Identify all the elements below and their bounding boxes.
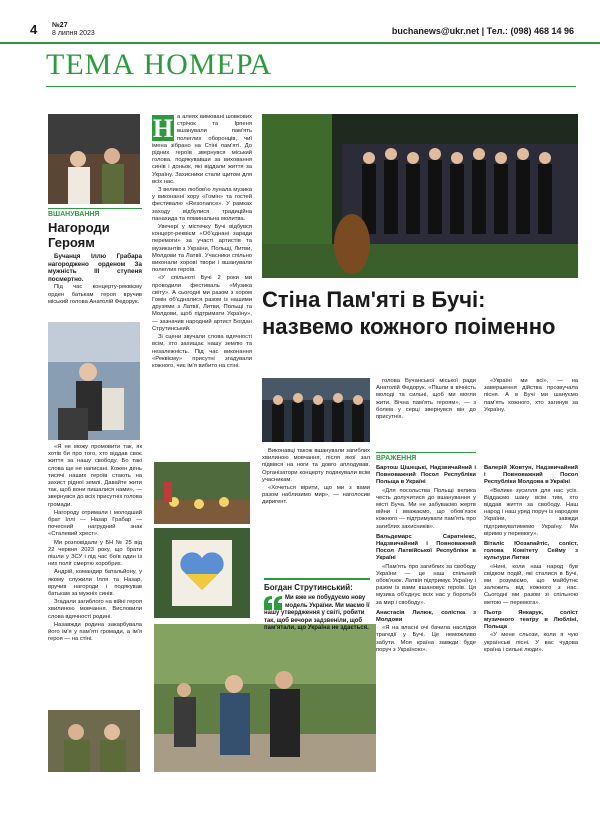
left-article-para-6: Згадали загиблого на війні героя хвилиною мовчання. Висловили слова вдячності родині. <box>48 599 142 620</box>
quote-2: «Пам'ять про загиблих за свободу України — це наш спільний обов'язок. Латвія підтримує Україну і разом із вами вшановує героїв. Ця музика об'єднує всіх нас у боротьбі за мир і свободу». <box>376 563 476 606</box>
issue-number: №27 <box>52 22 68 29</box>
mid-para-3: Увечері у містечку Бучі відбувся концерт-реквієм «Об'єднані заради перемоги» за участі артистів та музикантів з України, Польщі, Литви, Молдови та Латвії. Учасники спільно виконали хорові твори і вшанували полеглих героїв. <box>152 224 252 274</box>
left-article <box>48 208 142 307</box>
quote-mark-icon <box>264 596 282 610</box>
quote-1: «Для посольства Польщі велика честь долучитися до вшанування у місті Буча. Ми не забуваємо жертв війни і вважаємо, що обов'язок кожного — підтримувати пам'ять про загиблих захисників». <box>376 487 476 530</box>
photo-heart-drawing <box>154 528 250 618</box>
left-article-lead: Бучанця Іллю Грабара нагороджено орденом За мужність ІІІ ступеня посмертно. <box>48 253 142 283</box>
main-title: Стіна Пам'яті в Бучі: назвемо кожного поіменно <box>262 287 556 339</box>
section-title: ТЕМА НОМЕРА <box>46 48 273 81</box>
photo-soldier-award <box>48 710 140 772</box>
mid-para-1 <box>152 114 252 186</box>
quote-6: «У мене сльози, коли я чую українські пісні. У вас чудова країна і сильні люди». <box>484 632 578 653</box>
quote-text: Ми вже не побудуємо нову модель України. Ми маємо її нашу утвердження у світі, робити так, щоб вечори задзвеніли, щоб пам'ятали, що Україна не здається. <box>264 595 370 631</box>
speaker-5: Віталіс Юозапайтіс, соліст, голова Комітету Сейму з культури Литви <box>484 541 578 562</box>
photo-award-ceremony <box>48 114 140 204</box>
impressions-col-1 <box>376 452 476 655</box>
page-number: 4 <box>30 22 38 37</box>
mid3-para-1: голова Бучанської міської ради Анатолій Федорук. «Пішли в вічність молоді та сильні, щоб ми могли жити. Вічна пам'ять героям», — з болем у серці звернувся він до присутніх. <box>376 378 476 421</box>
speaker-1: Бартош Цішецькі, Надзвичайний і Повноважний Посол Республіки Польща в Україні <box>376 465 476 486</box>
speaker-6: Пьотр Янкарук, соліст музичного театру в Любліні, Польща <box>484 609 578 631</box>
left-heading-line-2: Героям <box>48 235 95 250</box>
left-article-para-3: Нагороду отримали і молодший брат Іллі — Назар Грабар — почесний нагрудний знак «Сталевий хрест». <box>48 509 142 538</box>
quote-box <box>264 578 370 633</box>
mid3b-column <box>484 378 578 415</box>
mid3-para-2: «Україні ми всі», — на завершення дійства прозвучала пісня. А в Бучі ми шануємо пам'ять кожного, хто загинув за Україну. <box>484 378 578 413</box>
photo-orchestra <box>262 378 370 442</box>
mid2-para-2: «Хочеться вірити, що ми з вами разом наблизимо мир», — наголосив диригент. <box>262 485 370 506</box>
issue-info <box>52 22 95 38</box>
speaker-2: Вальдемарс Саратніекс, Надзвичайний і Повноважний Посол Латвійської Республіки в Україні <box>376 533 476 562</box>
photo-officials-park <box>154 624 376 772</box>
left-article-para-1: Під час концерту-реквієму орден батькам героя вручив міський голова Анатолій Федорук. <box>48 284 142 305</box>
left-article-para-7: Назавжди родина закарбувала його ім'я у пам'яті громади, а ім'я героя — на стіні. <box>48 621 142 643</box>
left-article-para-5: Андрій, командир батальйону, у якому служили Ілля та Назар, вручив нагороди і подякував батькам за мужніх синів. <box>48 569 142 598</box>
left-article-kicker: ВШАНУВАННЯ <box>48 208 142 218</box>
quote-4: «Велике зусилля для нас усіх. Віддаємо шану всім тим, хто віддав життя за свободу. Наш народ і наш уряд поруч із народом України, завжди підтримуватимемо Україну. Ми віримо у перемогу». <box>484 487 578 537</box>
mid-para-4: «У спільноті Бучі 2 роки ми проводили фестиваль «Музика світу». А сьогодні ми разом з хором Гомін об'єдналися разом із нашими друзями з Латвії, Литви, Польщі та Молдови, щоб підтримати Україну», — зазначив народний артист Богдан Струтинський. <box>152 275 252 332</box>
mid-para-1-text: а алеях вимовані шовкових стрічок та Ірпеня вшанували пам'ять полеглих оборонців, чиї імена зібрано на Стіні пам'яті. До рідних героїв звернувся міський голова, подякувавши за виховання синів і доньок, які віддали життя за Україну. Захисники стали щитом для всіх нас. <box>152 114 252 185</box>
quote-speaker: Богдан Струтинський: <box>264 583 353 592</box>
mid-column <box>152 114 252 371</box>
issue-date: 8 липня 2023 <box>52 30 95 37</box>
mid3-column <box>376 378 476 422</box>
quote-3: «Я на власні очі бачила наслідки трагедії у Бучі. Це неможливо забути. Моя країна завжди буде поруч з Україною». <box>376 625 476 653</box>
page-header <box>0 0 600 44</box>
section-rule <box>46 86 576 87</box>
drop-cap: Н <box>152 114 174 143</box>
speaker-4: Валерій Жовтун, Надзвичайний і Повноважний Посол Республіки Молдова в Україні <box>484 465 578 486</box>
left-article-para-2: «Я не можу промовити так, як хотів би про того, хто віддав своє життя за нашу свободу. Бо такі слова ще не написані. Кожен день тисячі наших героїв стають на захист рідної землі. Давайте жити так, щоб вони пишалися нами», — звернувся до всіх присутніх голова громади. <box>48 444 142 508</box>
speaker-3: Анастасія Лилюк, солістка з Молдови <box>376 609 476 624</box>
photo-podium <box>48 322 140 440</box>
impressions-col-2 <box>484 462 578 655</box>
mid-para-5: Зі сцени звучали слова вдячності всім, хто захищає нашу землю та незалежність. Під час виконання «Реквієму» присутні згадували кожного, чиє ім'я вибито на стіні. <box>152 334 252 369</box>
mid2-para-1: Виконавці також вшанували загиблих хвилиною мовчання, після якої зал підвівся на ноги та довго аплодував. Організатори концерту подякували всім учасникам. <box>262 448 370 483</box>
left-article-para-4: Ми розповідали у БН № 25 від 22 червня 2023 року, що брати пішли у ЗСУ і під час боїв один із них поліг смертю хоробрих. <box>48 539 142 568</box>
impressions-kicker: ВРАЖЕННЯ <box>376 452 476 462</box>
left-article-heading <box>48 220 142 250</box>
photo-choir-stage <box>262 114 578 278</box>
contacts: buchanews@ukr.net | Тел.: (098) 468 14 96 <box>391 26 574 36</box>
left-article-cont <box>48 444 142 644</box>
mid2-column <box>262 448 370 508</box>
left-heading-line-1: Нагороди <box>48 220 110 235</box>
quote-5: «Нині, коли наш народ був свідком подій, які сталися в Бучі, ми розуміємо, що майбутнє залежить від кожного з нас. Сьогодні ми разом зі спільною метою — перемога». <box>484 563 578 606</box>
mid-para-2: З великою любов'ю лунала музика у виконанні хору «Гомін» та гостей фестивалю «Resonance». У рамках заходу відбулися традиційна панахида та поминальна молитва. <box>152 187 252 222</box>
photo-candles <box>154 462 250 524</box>
